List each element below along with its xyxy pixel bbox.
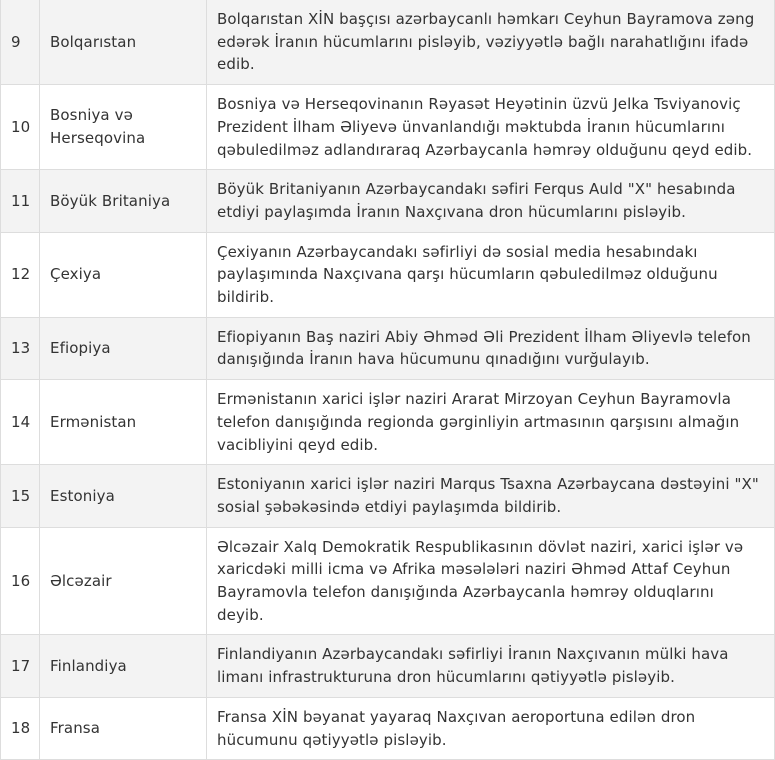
table-row [1,380,775,465]
table-row [1,317,775,379]
row-number: 14 [1,380,40,465]
statements-table-body [1,0,775,760]
row-number: 10 [1,85,40,170]
table-row [1,697,775,759]
row-number: 13 [1,317,40,379]
row-country: Böyük Britaniya [40,170,207,232]
table-row [1,527,775,635]
row-number: 17 [1,635,40,697]
row-number: 11 [1,170,40,232]
row-statement: Çexiyanın Azərbaycandakı səfirliyi də sosial media hesabındakı paylaşımında Naxçıvana qarşı hücumların qəbuledilməz olduğunu bildirib. [207,232,775,317]
row-statement: Əlcəzair Xalq Demokratik Respublikasının dövlət naziri, xarici işlər və xaricdəki milli icma və Afrika məsələləri naziri Əhməd Attaf Ceyhun Bayramovla telefon danışığında Azərbaycanla həmrəy olduqlarını deyib. [207,527,775,635]
row-country: Çexiya [40,232,207,317]
row-number: 18 [1,697,40,759]
row-country: Ermənistan [40,380,207,465]
row-country: Fransa [40,697,207,759]
row-country: Əlcəzair [40,527,207,635]
row-country: Finlandiya [40,635,207,697]
row-statement: Estoniyanın xarici işlər naziri Marqus Tsaxna Azərbaycana dəstəyini "X" sosial şəbəkəsində etdiyi paylaşımda bildirib. [207,465,775,527]
row-country: Estoniya [40,465,207,527]
row-statement: Ermənistanın xarici işlər naziri Ararat Mirzoyan Ceyhun Bayramovla telefon danışığında regionda gərginliyin artmasının qarşısını almağın vacibliyini qeyd edib. [207,380,775,465]
row-country: Bosniya və Herseqovina [40,85,207,170]
row-country: Efiopiya [40,317,207,379]
table-row [1,232,775,317]
row-number: 15 [1,465,40,527]
table-row [1,0,775,85]
table-row [1,170,775,232]
row-number: 9 [1,0,40,85]
table-row [1,465,775,527]
row-statement: Böyük Britaniyanın Azərbaycandakı səfiri Ferqus Auld "X" hesabında etdiyi paylaşımda İranın Naxçıvana dron hücumlarını pisləyib. [207,170,775,232]
row-country: Bolqarıstan [40,0,207,85]
row-statement: Finlandiyanın Azərbaycandakı səfirliyi İranın Naxçıvanın mülki hava limanı infrastrukturuna dron hücumlarını qətiyyətlə pisləyib. [207,635,775,697]
row-number: 12 [1,232,40,317]
row-number: 16 [1,527,40,635]
row-statement: Fransa XİN bəyanat yayaraq Naxçıvan aeroportuna edilən dron hücumunu qətiyyətlə pisləyib. [207,697,775,759]
row-statement: Bolqarıstan XİN başçısı azərbaycanlı həmkarı Ceyhun Bayramova zəng edərək İranın hücumlarını pisləyib, vəziyyətlə bağlı narahatlığını ifadə edib. [207,0,775,85]
table-row [1,635,775,697]
table-row [1,85,775,170]
row-statement: Bosniya və Herseqovinanın Rəyasət Heyətinin üzvü Jelka Tsviyanoviç Prezident İlham Əliyevə ünvanlandığı məktubda İranın hücumlarını qəbuledilməz adlandıraraq Azərbaycanla həmrəy olduğunu qeyd edib. [207,85,775,170]
row-statement: Efiopiyanın Baş naziri Abiy Əhməd Əli Prezident İlham Əliyevlə telefon danışığında İranın hava hücumunu qınadığını vurğulayıb. [207,317,775,379]
